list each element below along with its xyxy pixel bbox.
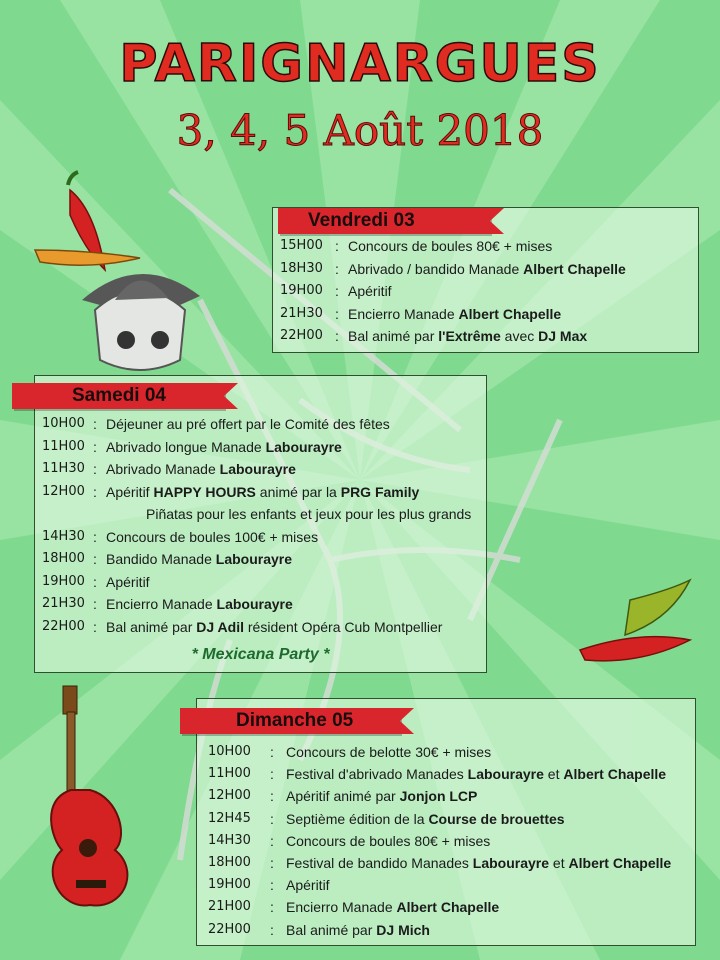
event-text: Abrivado longue Manade bbox=[106, 438, 266, 455]
event-time: 21H00 bbox=[208, 899, 251, 915]
event-text: Bal animé par bbox=[348, 328, 439, 344]
event-text: Apéritif bbox=[106, 573, 150, 590]
event-highlight: DJ Max bbox=[538, 328, 588, 344]
event-description bbox=[348, 328, 587, 344]
event-highlight: PRG Family bbox=[340, 483, 420, 500]
event-description bbox=[286, 922, 430, 938]
separator: : bbox=[93, 551, 97, 567]
event-text: Festival de bandido Manades bbox=[286, 855, 473, 871]
event-description bbox=[286, 766, 666, 782]
event-time: 11H30 bbox=[42, 461, 85, 476]
event-description bbox=[348, 261, 626, 277]
event-text: Septième édition de la bbox=[286, 810, 429, 827]
event-time: 15H00 bbox=[280, 238, 323, 253]
event-time: 11H00 bbox=[42, 438, 85, 454]
separator: : bbox=[335, 283, 339, 299]
event-text: Concours de belotte 30€ + mises bbox=[286, 744, 492, 760]
event-text: Piñatas pour les enfants et jeux pour les plus grands bbox=[146, 506, 472, 522]
event-highlight: Albert Chapelle bbox=[523, 260, 626, 277]
separator: : bbox=[270, 744, 274, 760]
event-description bbox=[106, 529, 318, 545]
separator: : bbox=[270, 810, 274, 827]
separator: : bbox=[335, 328, 339, 344]
event-description bbox=[146, 506, 471, 522]
day-label: Samedi 04 bbox=[72, 385, 166, 406]
event-text: Concours de boules 100€ + mises bbox=[106, 528, 319, 545]
event-text: Bal animé par bbox=[106, 618, 197, 635]
event-highlight: Course de brouettes bbox=[428, 810, 565, 827]
separator: : bbox=[270, 855, 274, 871]
event-description bbox=[286, 811, 565, 827]
event-time: 12H00 bbox=[208, 788, 251, 804]
event-text: Concours de boules 80€ + mises bbox=[286, 832, 491, 849]
event-highlight: Labourayre bbox=[467, 766, 544, 783]
event-text: et bbox=[543, 766, 564, 783]
event-description bbox=[106, 416, 390, 432]
separator: : bbox=[93, 461, 97, 477]
event-description bbox=[348, 238, 552, 254]
event-text: Festival d'abrivado Manades bbox=[286, 766, 468, 783]
event-highlight: Labourayre bbox=[219, 461, 296, 477]
event-description bbox=[106, 461, 296, 477]
event-description bbox=[106, 484, 419, 500]
event-description bbox=[348, 306, 561, 322]
event-description bbox=[106, 596, 293, 612]
event-text: Abrivado Manade bbox=[106, 461, 220, 477]
event-time: 12H45 bbox=[208, 810, 251, 826]
event-highlight: Albert Chapelle bbox=[458, 305, 562, 322]
event-title: PARIGNARGUES bbox=[119, 34, 601, 94]
event-time: 18H00 bbox=[42, 551, 85, 566]
event-text: avec bbox=[500, 328, 539, 344]
event-time: 10H00 bbox=[208, 744, 251, 759]
separator: : bbox=[335, 260, 339, 277]
event-highlight: Labourayre bbox=[216, 596, 293, 612]
day-ribbon-saturday bbox=[12, 383, 224, 409]
event-description bbox=[286, 899, 499, 915]
separator: : bbox=[270, 766, 274, 783]
event-time: 18H00 bbox=[208, 855, 251, 870]
event-description bbox=[286, 877, 330, 893]
event-text: Abrivado / bandido Manade bbox=[348, 260, 524, 277]
day-ribbon-sunday bbox=[180, 708, 400, 734]
event-time: 19H00 bbox=[42, 573, 85, 589]
event-time: 19H00 bbox=[280, 283, 323, 298]
event-description bbox=[286, 788, 477, 804]
event-highlight: DJ Adil bbox=[196, 618, 244, 635]
event-highlight: Albert Chapelle bbox=[568, 855, 672, 871]
event-text: Encierro Manade bbox=[106, 596, 217, 612]
event-text: Bandido Manade bbox=[106, 551, 216, 567]
event-text: Concours de boules 80€ + mises bbox=[348, 238, 553, 254]
event-highlight: Labourayre bbox=[472, 855, 550, 871]
separator: : bbox=[335, 305, 339, 322]
event-text: Encierro Manade bbox=[348, 305, 459, 322]
event-text: animé par la bbox=[255, 483, 341, 500]
separator: : bbox=[93, 438, 97, 455]
event-description bbox=[286, 744, 491, 760]
event-text: Apéritif bbox=[286, 877, 330, 894]
mexicana-party-label: * Mexicana Party * bbox=[191, 646, 330, 663]
event-time: 19H00 bbox=[208, 877, 251, 893]
event-text: Apéritif animé par bbox=[286, 788, 400, 805]
event-text: Encierro Manade bbox=[286, 899, 397, 916]
separator: : bbox=[93, 528, 97, 545]
event-description bbox=[106, 439, 342, 455]
event-time: 22H00 bbox=[42, 618, 85, 634]
separator: : bbox=[270, 788, 274, 805]
event-text: Déjeuner au pré offert par le Comité des fêtes bbox=[106, 416, 390, 432]
event-highlight: Labourayre bbox=[215, 551, 293, 567]
day-label: Vendredi 03 bbox=[308, 210, 415, 231]
event-description bbox=[106, 551, 292, 567]
separator: : bbox=[335, 238, 339, 254]
event-time: 22H00 bbox=[208, 921, 251, 937]
event-time: 11H00 bbox=[208, 766, 251, 782]
separator: : bbox=[93, 618, 97, 635]
event-time: 18H30 bbox=[280, 260, 323, 276]
separator: : bbox=[270, 899, 274, 916]
separator: : bbox=[93, 573, 97, 590]
event-highlight: Albert Chapelle bbox=[396, 899, 500, 916]
day-ribbon-friday bbox=[278, 208, 490, 234]
event-text: Bal animé par bbox=[286, 921, 377, 938]
event-description bbox=[348, 283, 392, 299]
event-highlight: HAPPY HOURS bbox=[153, 483, 256, 500]
separator: : bbox=[93, 416, 97, 432]
event-time: 12H00 bbox=[42, 483, 85, 499]
event-time: 21H30 bbox=[42, 596, 85, 611]
event-highlight: Labourayre bbox=[265, 438, 342, 455]
event-dates: 3, 4, 5 Août 2018 bbox=[176, 106, 544, 155]
event-text: Apéritif bbox=[348, 283, 392, 299]
event-description bbox=[106, 619, 442, 635]
event-time: 22H00 bbox=[280, 328, 323, 343]
event-time: 21H30 bbox=[280, 305, 323, 321]
separator: : bbox=[93, 483, 97, 500]
event-time: 14H30 bbox=[208, 832, 251, 848]
event-time: 10H00 bbox=[42, 416, 85, 431]
separator: : bbox=[270, 832, 274, 849]
separator: : bbox=[270, 877, 274, 894]
event-time: 14H30 bbox=[42, 528, 85, 544]
event-highlight: DJ Mich bbox=[376, 921, 430, 938]
event-text: et bbox=[549, 855, 569, 871]
separator: : bbox=[93, 596, 97, 612]
event-description bbox=[286, 855, 671, 871]
event-highlight: Albert Chapelle bbox=[563, 766, 667, 783]
separator: : bbox=[270, 921, 274, 938]
event-highlight: Jonjon LCP bbox=[399, 788, 478, 805]
event-highlight: l'Extrême bbox=[438, 328, 501, 344]
event-description bbox=[106, 574, 150, 590]
day-label: Dimanche 05 bbox=[236, 710, 354, 731]
event-text: Apéritif bbox=[106, 483, 154, 500]
event-description bbox=[286, 833, 490, 849]
event-text: résident Opéra Cub Montpellier bbox=[244, 618, 443, 635]
